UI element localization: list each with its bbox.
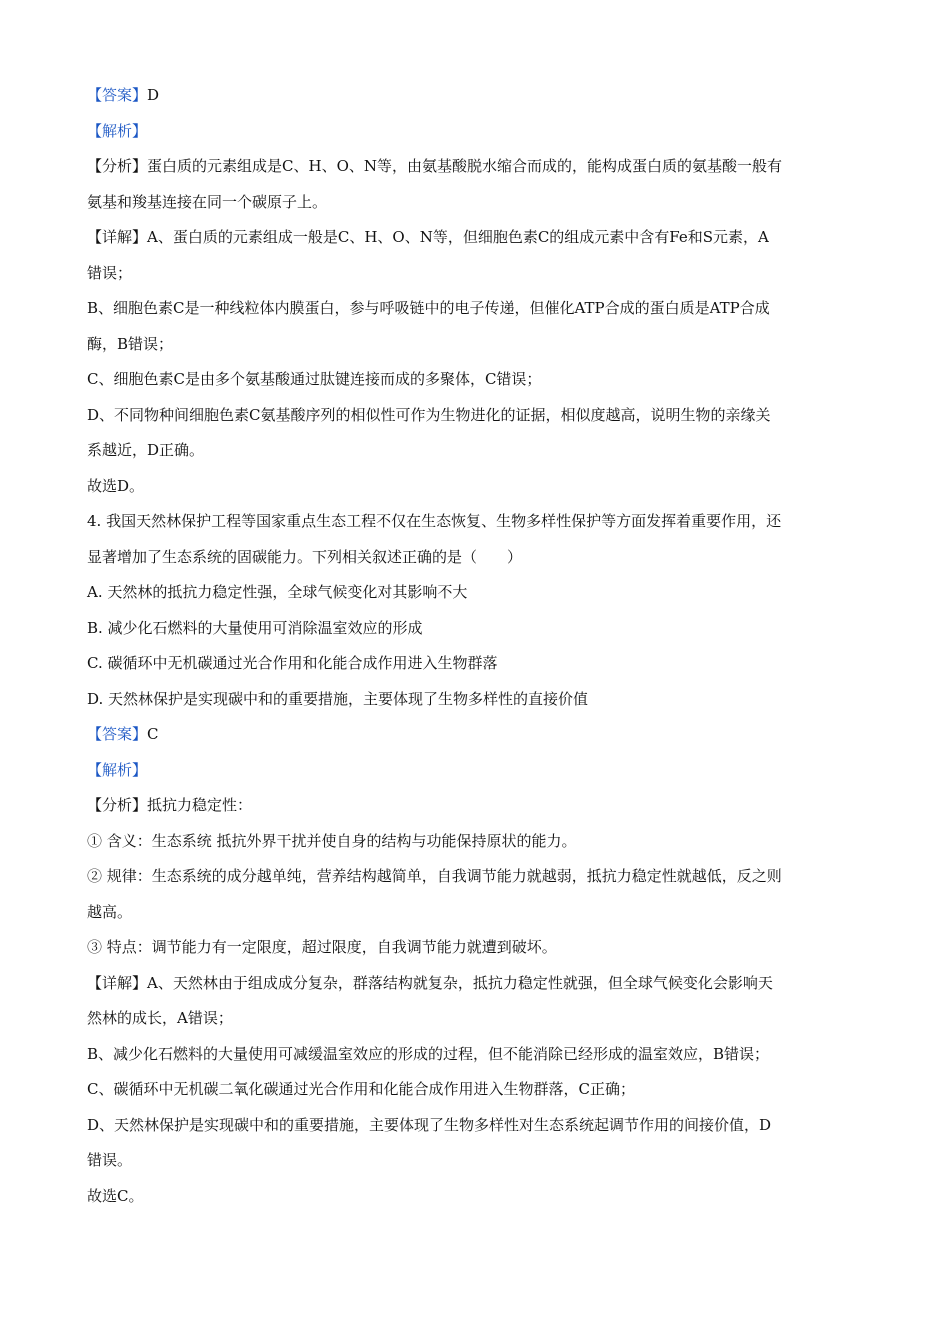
- line-text: C、细胞色素C是由多个氨基酸通过肽键连接而成的多聚体，C错误；: [87, 370, 542, 388]
- line-text: 抵抗力稳定性：: [147, 796, 253, 814]
- line-text: 错误。: [87, 1151, 133, 1169]
- line-text: 氨基和羧基连接在同一个碳原子上。: [87, 192, 328, 211]
- line-text: 酶，B错误；: [87, 334, 174, 353]
- text-line: [87, 78, 863, 114]
- text-line: [87, 682, 863, 718]
- line-text: B. 减少化石燃料的大量使用可消除温室效应的形成: [87, 618, 423, 637]
- text-line: [87, 362, 863, 398]
- line-text: C、碳循环中无机碳二氧化碳通过光合作用和化能合成作用进入生物群落，C正确；: [87, 1080, 635, 1098]
- line-text: 越高。: [87, 902, 133, 921]
- text-line: [87, 966, 863, 1002]
- text-line: [87, 859, 863, 895]
- line-text: ② 规律：生态系统的成分越单纯，营养结构越简单，自我调节能力就越弱，抵抗力稳定性就越低，反之则: [87, 867, 782, 885]
- text-line: [87, 1037, 863, 1073]
- line-text: 显著增加了生态系统的固碳能力。下列相关叙述正确的是（ ）: [87, 547, 523, 566]
- text-line: [87, 149, 863, 185]
- line-text: 然林的成长，A错误；: [87, 1009, 233, 1027]
- text-line: [87, 1108, 863, 1144]
- section-tag: 【解析】: [87, 760, 148, 779]
- text-line: [87, 1179, 863, 1215]
- line-text: D. 天然林保护是实现碳中和的重要措施，主要体现了生物多样性的直接价值: [87, 689, 589, 708]
- text-line: [87, 185, 863, 221]
- section-tag: 【分析】: [87, 157, 148, 175]
- line-text: ③ 特点：调节能力有一定限度，超过限度，自我调节能力就遭到破坏。: [87, 938, 557, 956]
- text-line: [87, 930, 863, 966]
- line-text: 蛋白质的元素组成是C、H、O、N等，由氨基酸脱水缩合而成的，能构成蛋白质的氨基酸一般有: [147, 157, 783, 175]
- line-text: 系越近，D正确。: [87, 441, 205, 459]
- text-line: [87, 220, 863, 256]
- line-text: 4. 我国天然林保护工程等国家重点生态工程不仅在生态恢复、生物多样性保护等方面发挥着重要作用，还: [87, 512, 782, 530]
- section-tag: 【解析】: [87, 121, 148, 140]
- section-tag: 【分析】: [87, 796, 148, 814]
- text-line: [87, 1072, 863, 1108]
- text-line: [87, 540, 863, 576]
- text-line: [87, 433, 863, 469]
- text-line: [87, 646, 863, 682]
- text-line: [87, 114, 863, 150]
- line-text: D: [147, 86, 160, 104]
- line-text: B、减少化石燃料的大量使用可减缓温室效应的形成的过程，但不能消除已经形成的温室效应，B错误；: [87, 1044, 770, 1063]
- text-line: [87, 753, 863, 789]
- text-line: [87, 291, 863, 327]
- text-line: [87, 717, 863, 753]
- section-tag: 【答案】: [87, 86, 148, 104]
- text-line: [87, 327, 863, 363]
- text-line: [87, 1143, 863, 1179]
- line-text: D、天然林保护是实现碳中和的重要措施，主要体现了生物多样性对生态系统起调节作用的间接价值，D: [87, 1115, 772, 1134]
- text-line: [87, 504, 863, 540]
- text-line: [87, 824, 863, 860]
- line-text: 故选C。: [87, 1186, 144, 1205]
- line-text: B、细胞色素C是一种线粒体内膜蛋白，参与呼吸链中的电子传递，但催化ATP合成的蛋白质是ATP合成: [87, 299, 770, 317]
- document-body: [87, 78, 863, 1214]
- line-text: C. 碳循环中无机碳通过光合作用和化能合成作用进入生物群落: [87, 654, 498, 672]
- section-tag: 【详解】: [87, 973, 148, 992]
- text-line: [87, 398, 863, 434]
- line-text: C: [147, 725, 159, 743]
- text-line: [87, 1001, 863, 1037]
- line-text: A. 天然林的抵抗力稳定性强，全球气候变化对其影响不大: [87, 583, 468, 601]
- text-line: [87, 611, 863, 647]
- text-line: [87, 256, 863, 292]
- line-text: A、蛋白质的元素组成一般是C、H、O、N等，但细胞色素C的组成元素中含有Fe和S元素，A: [147, 228, 769, 246]
- text-line: [87, 895, 863, 931]
- text-line: [87, 469, 863, 505]
- line-text: 故选D。: [87, 476, 145, 495]
- line-text: D、不同物种间细胞色素C氨基酸序列的相似性可作为生物进化的证据，相似度越高，说明生物的亲缘关: [87, 405, 771, 424]
- section-tag: 【答案】: [87, 725, 148, 743]
- text-line: [87, 788, 863, 824]
- section-tag: 【详解】: [87, 228, 148, 246]
- line-text: ① 含义：生态系统 抵抗外界干扰并使自身的结构与功能保持原状的能力。: [87, 831, 577, 850]
- text-line: [87, 575, 863, 611]
- line-text: A、天然林由于组成成分复杂，群落结构就复杂，抵抗力稳定性就强，但全球气候变化会影响天: [147, 973, 773, 992]
- line-text: 错误；: [87, 263, 133, 282]
